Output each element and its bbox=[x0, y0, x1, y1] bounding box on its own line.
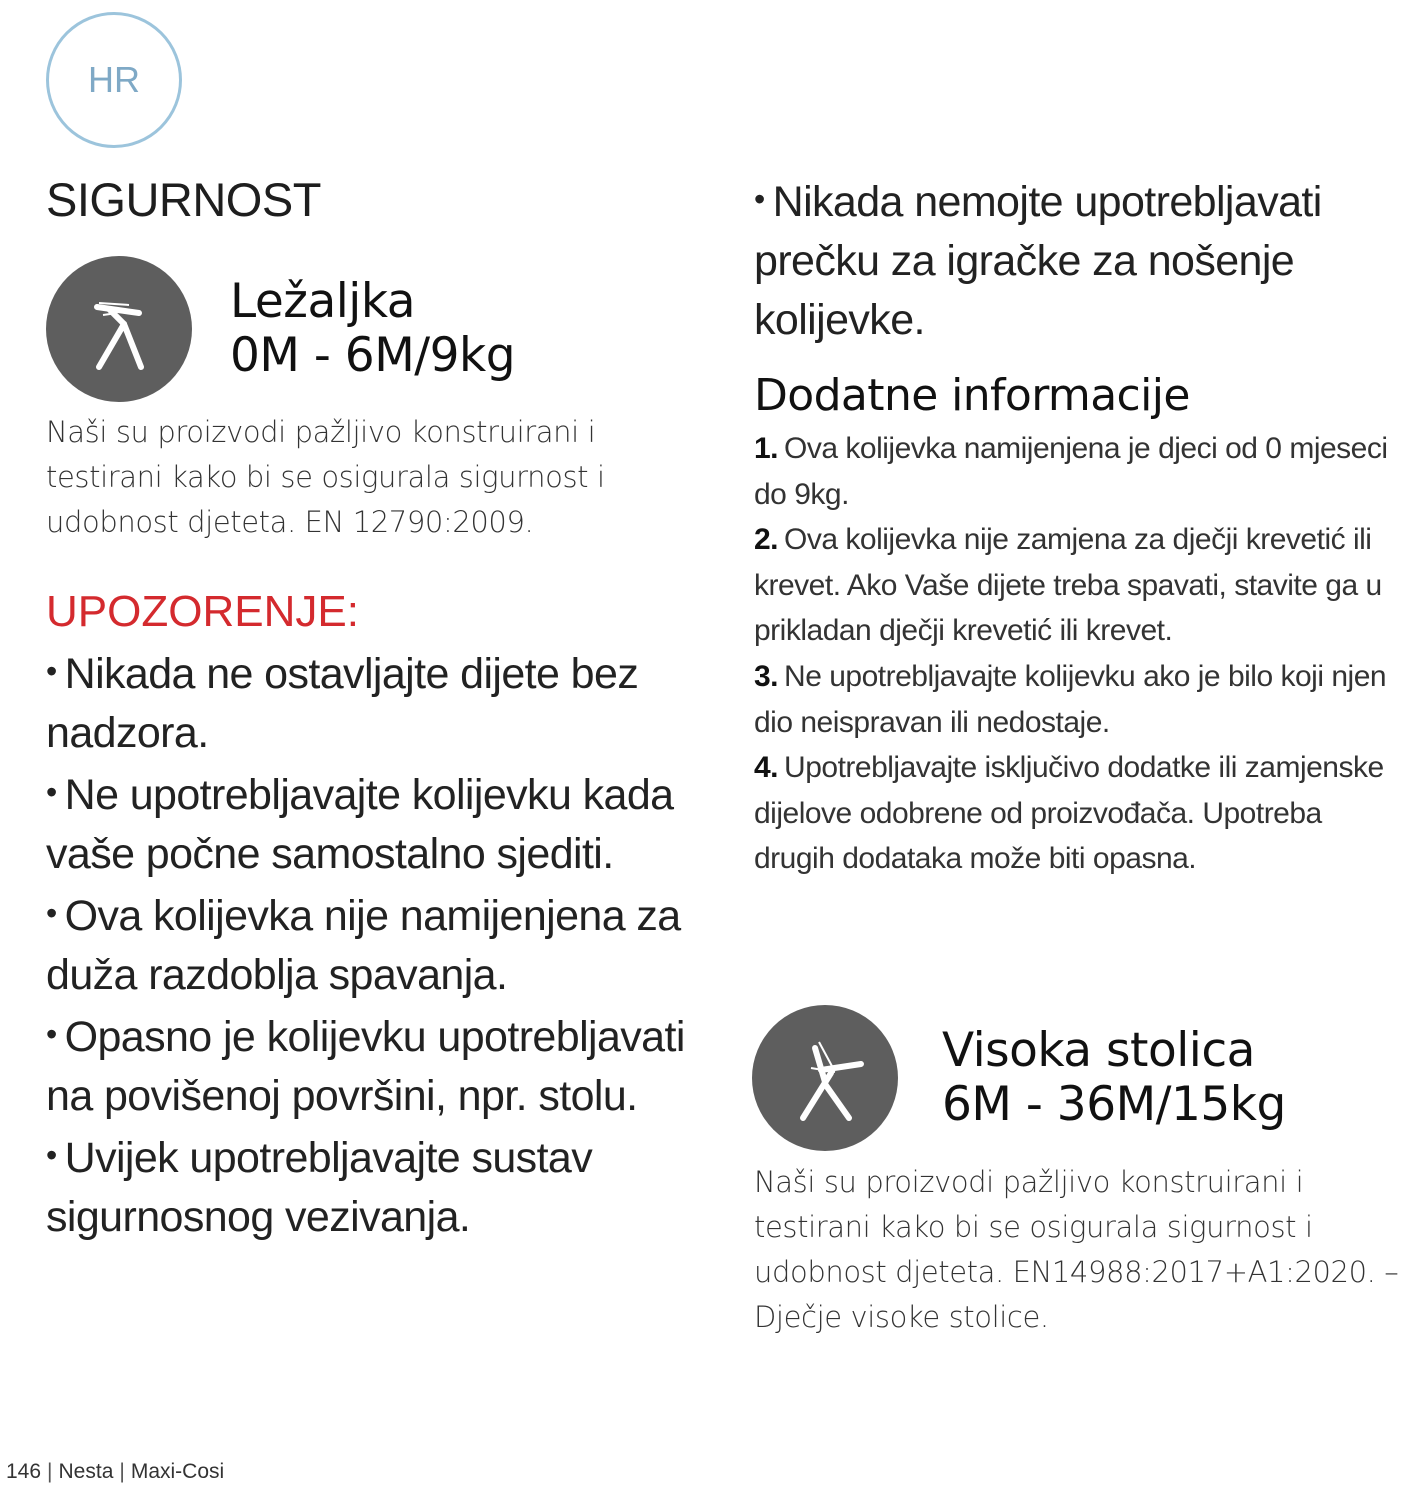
high-chair-icon bbox=[752, 1005, 898, 1151]
bouncer-product bbox=[46, 256, 515, 402]
warning-item: • Uvijek upotrebljavajte sustav sigurnosnog vezivanja. bbox=[46, 1134, 593, 1241]
page-footer: 146 | Nesta | Maxi-Cosi bbox=[6, 1460, 225, 1483]
product-range: 0M - 6M/9kg bbox=[230, 328, 516, 383]
info-list bbox=[754, 426, 1404, 882]
info-item: 4. Upotrebljavajte isključivo dodatke ili zamjenske dijelove odobrene od proizvođača. Upotreba drugih dodataka može biti opasna. bbox=[754, 751, 1384, 876]
product-name: Visoka stolica bbox=[942, 1023, 1255, 1078]
product-range: 6M - 36M/15kg bbox=[942, 1077, 1286, 1132]
language-code: HR bbox=[88, 59, 140, 100]
intro-text: Naši su proizvodi pažljivo konstruirani i testirani kako bi se osigurala sigurnost i udobnost djeteta. EN14988:2017+A1:2020. – Dječje visoke stolice. bbox=[754, 1165, 1399, 1334]
warning-item: • Opasno je kolijevku upotrebljavati na povišenoj površini, npr. stolu. bbox=[46, 1013, 685, 1120]
language-badge bbox=[46, 12, 182, 148]
section-title: SIGURNOST bbox=[46, 173, 321, 226]
warning-item: • Nikada nemojte upotrebljavati prečku za igračke za nošenje kolijevke. bbox=[754, 178, 1322, 344]
brand-name: Maxi-Cosi bbox=[130, 1460, 225, 1483]
intro-text: Naši su proizvodi pažljivo konstruirani i testirani kako bi se osigurala sigurnost i udobnost djeteta. EN 12790:2009. bbox=[46, 415, 605, 539]
product-name-footer: Nesta bbox=[58, 1460, 114, 1483]
warning-item: • Nikada ne ostavljajte dijete bez nadzora. bbox=[46, 650, 639, 757]
high-chair-product bbox=[752, 1005, 1286, 1151]
warning-list-continued bbox=[754, 170, 1374, 350]
warning-item: • Ova kolijevka nije namijenjena za duža razdoblja spavanja. bbox=[46, 892, 681, 999]
product-name: Ležaljka bbox=[230, 274, 416, 329]
info-item: 3. Ne upotrebljavajte kolijevku ako je bilo koji njen dio neispravan ili nedostaje. bbox=[754, 659, 1387, 739]
warning-title: UPOZORENJE: bbox=[46, 587, 359, 636]
page-number: 146 bbox=[6, 1460, 42, 1483]
bouncer-icon bbox=[46, 256, 192, 402]
info-item: 2. Ova kolijevka nije zamjena za dječji krevetić ili krevet. Ako Vaše dijete treba spavati, stavite ga u prikladan dječji krevetić ili krevet. bbox=[754, 523, 1382, 648]
warning-list bbox=[46, 642, 706, 1247]
warning-item: • Ne upotrebljavajte kolijevku kada vaše počne samostalno sjediti. bbox=[46, 771, 674, 878]
info-item: 1. Ova kolijevka namijenjena je djeci od 0 mjeseci do 9kg. bbox=[754, 432, 1388, 511]
info-title: Dodatne informacije bbox=[754, 370, 1190, 421]
